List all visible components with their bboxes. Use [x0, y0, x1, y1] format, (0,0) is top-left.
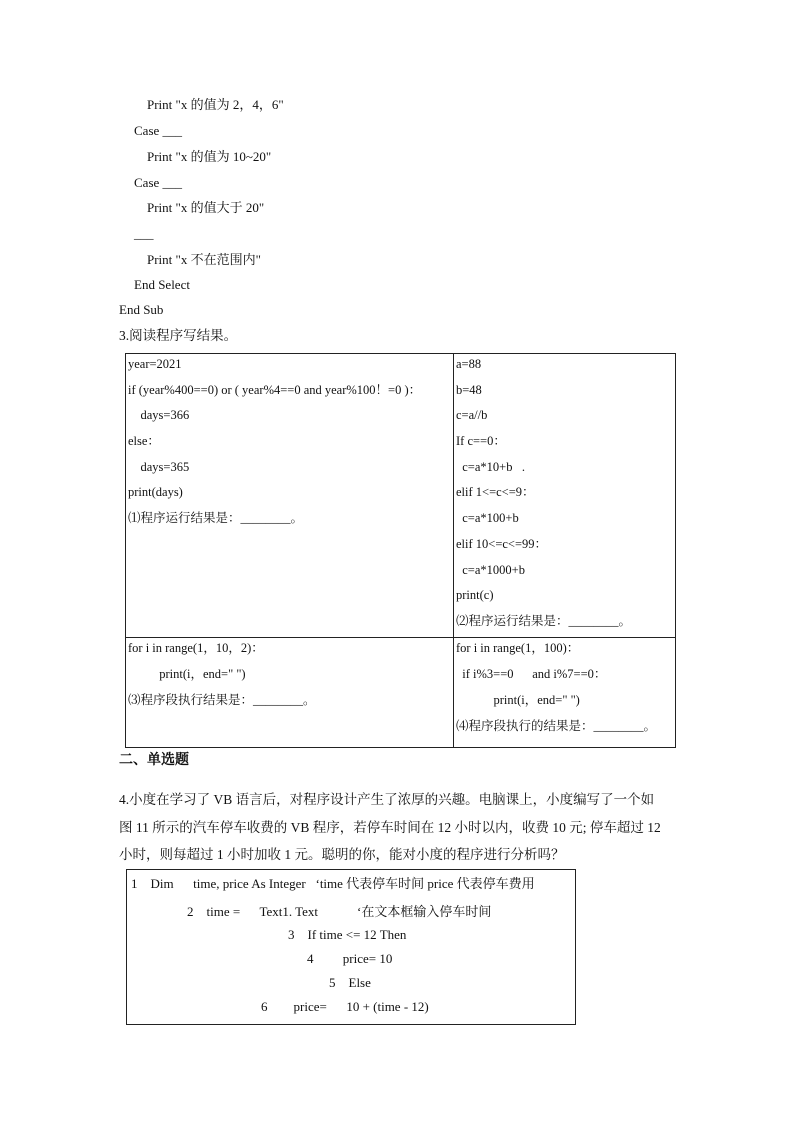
answer-prompt: ⑷程序段执行的结果是：________。 [456, 719, 657, 733]
section-title: 二、单选题 [119, 752, 189, 768]
code-line: elif 10<=c<=99： [456, 536, 548, 551]
code-line: c=a*100+b [456, 511, 519, 526]
vb-code-box [126, 869, 576, 1025]
code-line: print(c) [456, 588, 494, 603]
code-line: 3 If time <= 12 Then [288, 927, 407, 942]
code-line: 2 time = Text1. Text ‘在文本框输入停车时间 [187, 904, 492, 919]
code-line: 1 Dim time, price As Integer ‘time 代表停车时间 price 代表停车费用 [131, 876, 535, 891]
program-cell-1 [126, 354, 454, 638]
question-4-line: 小时，则每超过 1 小时加收 1 元。聪明的你，能对小度的程序进行分析吗？ [119, 847, 565, 862]
question-3-title: 3.阅读程序写结果。 [119, 328, 238, 343]
code-line: Print "x 不在范围内" [147, 252, 261, 267]
code-line: Case ___ [134, 123, 183, 138]
code-line: 5 Else [329, 975, 371, 990]
program-cell-2 [454, 354, 676, 638]
code-line: b=48 [456, 382, 482, 397]
question-3-table [125, 353, 676, 748]
code-line: print(i，end=" ") [456, 693, 580, 707]
code-line: c=a//b [456, 408, 488, 423]
code-line: Print "x 的值为 2，4，6" [147, 97, 284, 112]
code-line: ___ [134, 226, 154, 241]
code-line: print(days) [128, 485, 183, 500]
answer-prompt: ⑵程序运行结果是：________。 [456, 613, 632, 628]
code-line: 4 price= 10 [307, 951, 393, 966]
code-line: Print "x 的值大于 20" [147, 200, 265, 215]
code-line: End Select [134, 277, 190, 292]
code-line: if i%3==0 and i%7==0： [456, 667, 607, 681]
answer-prompt: ⑴程序运行结果是：________。 [128, 511, 304, 526]
program-cell-3 [126, 638, 454, 748]
code-line: c=a*1000+b [456, 562, 525, 577]
code-line: End Sub [119, 302, 164, 317]
question-4-line: 4.小度在学习了 VB 语言后，对程序设计产生了浓厚的兴趣。电脑课上，小度编写了一个如 [119, 792, 655, 807]
code-line: if (year%400==0) or ( year%4==0 and year%100！=0 )： [128, 382, 422, 397]
code-line: print(i，end=" ") [128, 667, 246, 681]
code-line: Case ___ [134, 175, 183, 190]
code-line: c=a*10+b . [456, 459, 525, 474]
code-line: a=88 [456, 357, 482, 371]
code-line: year=2021 [128, 357, 182, 371]
code-line: else： [128, 434, 160, 449]
code-line: days=365 [128, 459, 190, 474]
code-line: days=366 [128, 408, 190, 423]
code-line: for i in range(1，10，2)： [128, 641, 264, 655]
question-4-line: 图 11 所示的汽车停车收费的 VB 程序，若停车时间在 12 小时以内，收费 10 元; 停车超过 12 [119, 820, 661, 835]
code-line: 6 price= 10 + (time - 12) [261, 999, 429, 1014]
code-line: If c==0： [456, 434, 506, 449]
code-line: Print "x 的值为 10~20" [147, 149, 272, 164]
code-line: elif 1<=c<=9： [456, 485, 535, 500]
answer-prompt: ⑶程序段执行结果是：________。 [128, 693, 316, 707]
program-cell-4 [454, 638, 676, 748]
code-line: for i in range(1，100)： [456, 641, 580, 655]
